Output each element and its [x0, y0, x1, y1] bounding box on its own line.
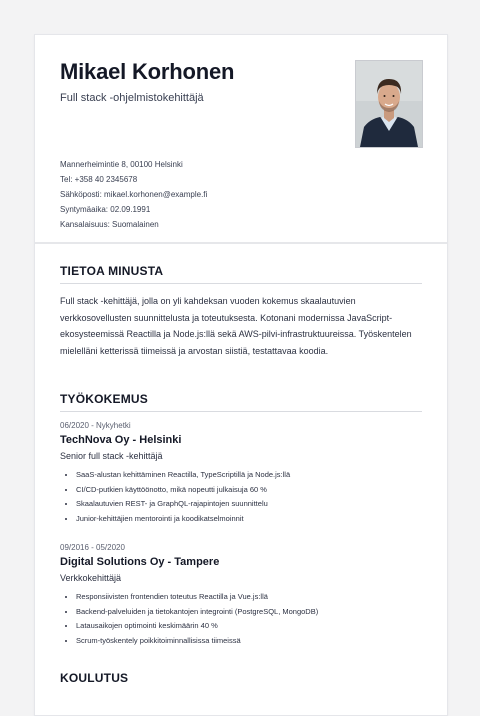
- job-bullets: [60, 468, 422, 526]
- section-divider: [60, 283, 422, 284]
- job-date: 06/2020 - Nykyhetki: [60, 421, 131, 430]
- job-role: Verkkokehittäjä: [60, 573, 122, 583]
- job-bullet: • SaaS-alustan kehittäminen Reactilla, TypeScriptillä ja Node.js:llä: [76, 468, 422, 483]
- job-bullet: • Skaalautuvien REST- ja GraphQL-rajapintojen suunnittelu: [76, 497, 422, 512]
- contact-address: Mannerheimintie 8, 00100 Helsinki: [60, 160, 183, 169]
- resume-page: [34, 34, 448, 716]
- job-bullet: • Junior-kehittäjien mentorointi ja koodikatselmoinnit: [76, 512, 422, 527]
- job-title: Full stack -ohjelmistokehittäjä: [60, 92, 204, 104]
- job-company: Digital Solutions Oy - Tampere: [60, 556, 220, 568]
- section-title-experience: TYÖKOKEMUS: [60, 392, 149, 406]
- job-bullet: • Backend-palveluiden ja tietokantojen integrointi (PostgreSQL, MongoDB): [76, 605, 422, 620]
- job-role: Senior full stack -kehittäjä: [60, 451, 163, 461]
- contact-birthdate: Syntymäaika: 02.09.1991: [60, 205, 151, 214]
- job-bullet: • CI/CD-putkien käyttöönotto, mikä nopeutti julkaisuja 60 %: [76, 483, 422, 498]
- resume-header: [35, 35, 447, 244]
- job-date: 09/2016 - 05/2020: [60, 543, 125, 552]
- job-bullet: • Latausaikojen optimointi keskimäärin 40 %: [76, 619, 422, 634]
- contact-email: Sähköposti: mikael.korhonen@example.fi: [60, 190, 208, 199]
- job-entry: [60, 421, 422, 526]
- job-bullets: [60, 590, 422, 648]
- person-name: Mikael Korhonen: [60, 59, 235, 84]
- job-bullet: • Scrum-työskentely poikkitoiminnallisissa tiimeissä: [76, 634, 422, 649]
- job-company: TechNova Oy - Helsinki: [60, 434, 182, 446]
- section-divider: [60, 411, 422, 412]
- job-bullet: • Responsiivisten frontendien toteutus Reactilla ja Vue.js:llä: [76, 590, 422, 605]
- contact-nationality: Kansalaisuus: Suomalainen: [60, 220, 159, 229]
- about-text: Full stack -kehittäjä, jolla on yli kahdeksan vuoden kokemus skaalautuvien verkkosovellusten suunnittelusta ja toteutuksesta. Kotonani modernissa JavaScript-ekosysteemissä Reactilla ja Node.js:llä sekä AWS-pilvi-infrastruktuureissa. Työskentelen mielelläni ketterissä tiimeissä ja arvostan siistiä, testattavaa koodia.: [60, 296, 412, 356]
- profile-photo: [355, 60, 423, 148]
- section-title-education: KOULUTUS: [60, 671, 129, 685]
- contact-phone: Tel: +358 40 2345678: [60, 175, 138, 184]
- contact-info: [60, 157, 207, 232]
- section-title-about: TIETOA MINUSTA: [60, 264, 164, 278]
- job-entry: [60, 543, 422, 648]
